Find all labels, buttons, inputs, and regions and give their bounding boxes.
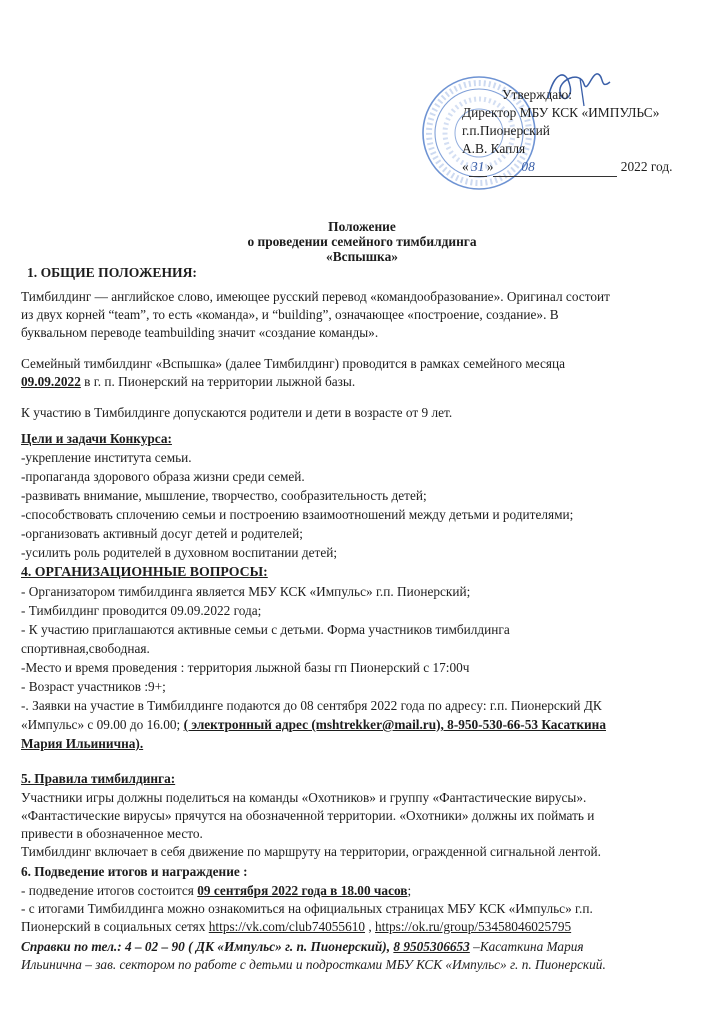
section5-heading: 5. Правила тимбилдинга: xyxy=(21,771,176,786)
list-item: -укрепление института семьи. xyxy=(21,450,192,465)
date-close-quote: » xyxy=(486,159,494,174)
list-item: -организовать активный досуг детей и родителей; xyxy=(21,526,303,541)
doc-title-1: Положение xyxy=(328,219,396,234)
section5-body: Участники игры должны поделиться на команды «Охотников» и группу «Фантастические вирусы». «Фантастические вирусы» прячутся на обозначенной территории. «Охотники» должны их поймать и привести в обозначенное место. Тимбилдинг включает в себя движение по маршруту на территории, огражденной сигнальной лентой. xyxy=(21,790,601,859)
section4-heading: 4. ОРГАНИЗАЦИОННЫЕ ВОПРОСЫ: xyxy=(21,564,268,579)
contact-email-phone: ( электронный адрес (mshtrekker@mail.ru), 8-950-530-66-53 Касаткина xyxy=(183,717,606,732)
doc-title-2: о проведении семейного тимбилдинга xyxy=(247,234,477,249)
approval-city: г.п.Пионерский xyxy=(462,123,550,138)
date-month: 08 xyxy=(493,158,617,177)
goals-heading: Цели и задачи Конкурса: xyxy=(21,431,172,446)
section6-body: - подведение итогов состоится 09 сентября 2022 года в 18.00 часов; - с итогами Тимбилдинга можно ознакомиться на официальных страницах МБУ КСК «Импульс» г.п. Пионерский в социальных сетях https://vk.com/club74055610 , https://ok.ru/group/53458046025795 xyxy=(21,883,593,934)
section1-paragraph2: Семейный тимбилдинг «Вспышка» (далее Тимбилдинг) проводится в рамках семейного месяца 09.09.2022 в г. п. Пионерский на территории лыжной базы. xyxy=(21,356,566,389)
approval-position: Директор МБУ КСК «ИМПУЛЬС» xyxy=(462,105,660,120)
approval-block xyxy=(462,86,717,176)
vk-link[interactable]: https://vk.com/club74055610 xyxy=(208,919,366,934)
approval-date xyxy=(462,158,717,176)
goals-list xyxy=(21,448,701,562)
list-item: -усилить роль родителей в духовном воспитании детей; xyxy=(21,545,338,560)
results-date: 09 сентября 2022 года в 18.00 часов xyxy=(197,883,408,898)
section1-heading: 1. ОБЩИЕ ПОЛОЖЕНИЯ: xyxy=(27,265,197,280)
section1-paragraph1: Тимбилдинг — английское слово, имеющее русский перевод «командообразование». Оригинал состоит из двух корней “team”, то есть «команда», и “building”, означающее «построение, создание». В буквальном переводе teambuilding значит «создание команды». xyxy=(21,289,610,340)
approval-director-name: А.В. Капля xyxy=(462,141,526,156)
doc-title-3: «Вспышка» xyxy=(326,249,398,264)
event-date: 09.09.2022 xyxy=(21,374,81,389)
contacts-block: Справки по тел.: 4 – 02 – 90 ( ДК «Импульс» г. п. Пионерский), 8 9505306653 –Касаткина Мария Ильинична – зав. сектором по работе с детьми и подростками МБУ КСК «Импульс» г. п. Пионерский. xyxy=(21,939,606,972)
date-day: 31 xyxy=(469,158,487,177)
list-item: -способствовать сплочению семьи и построению взаимоотношений между детьми и родителями; xyxy=(21,507,574,522)
contact-phone: 8 9505306653 xyxy=(393,939,470,954)
date-year: 2022 год. xyxy=(620,159,673,174)
section6-heading: 6. Подведение итогов и награждение : xyxy=(21,864,248,879)
ok-link[interactable]: https://ok.ru/group/53458046025795 xyxy=(375,919,572,934)
date-open-quote: « xyxy=(462,159,469,174)
list-item: -пропаганда здорового образа жизни среди семей. xyxy=(21,469,305,484)
section1-paragraph3: К участию в Тимбилдинге допускаются родители и дети в возрасте от 9 лет. xyxy=(21,405,453,420)
section4-body: - Организатором тимбилдинга является МБУ КСК «Импульс» г.п. Пионерский; - Тимбилдинг проводится 09.09.2022 года; - К участию приглашаются активные семьи с детьми. Форма участников тимбилдинга спортивная,свободная. -Место и время проведения : территория лыжной базы гп Пионерский с 17:00ч - Возраст участников :9+; -. Заявки на участие в Тимбилдинге подаются до 08 сентября 2022 года по адресу: г.п. Пионерский ДК «Импульс» с 09.00 до 16.00; ( электронный адрес (mshtrekker@mail.ru), 8-950-530-66-53 Касаткина Мария Ильинична). xyxy=(21,584,606,751)
list-item: -развивать внимание, мышление, творчество, сообразительность детей; xyxy=(21,488,427,503)
approval-label: Утверждаю: xyxy=(502,87,572,102)
